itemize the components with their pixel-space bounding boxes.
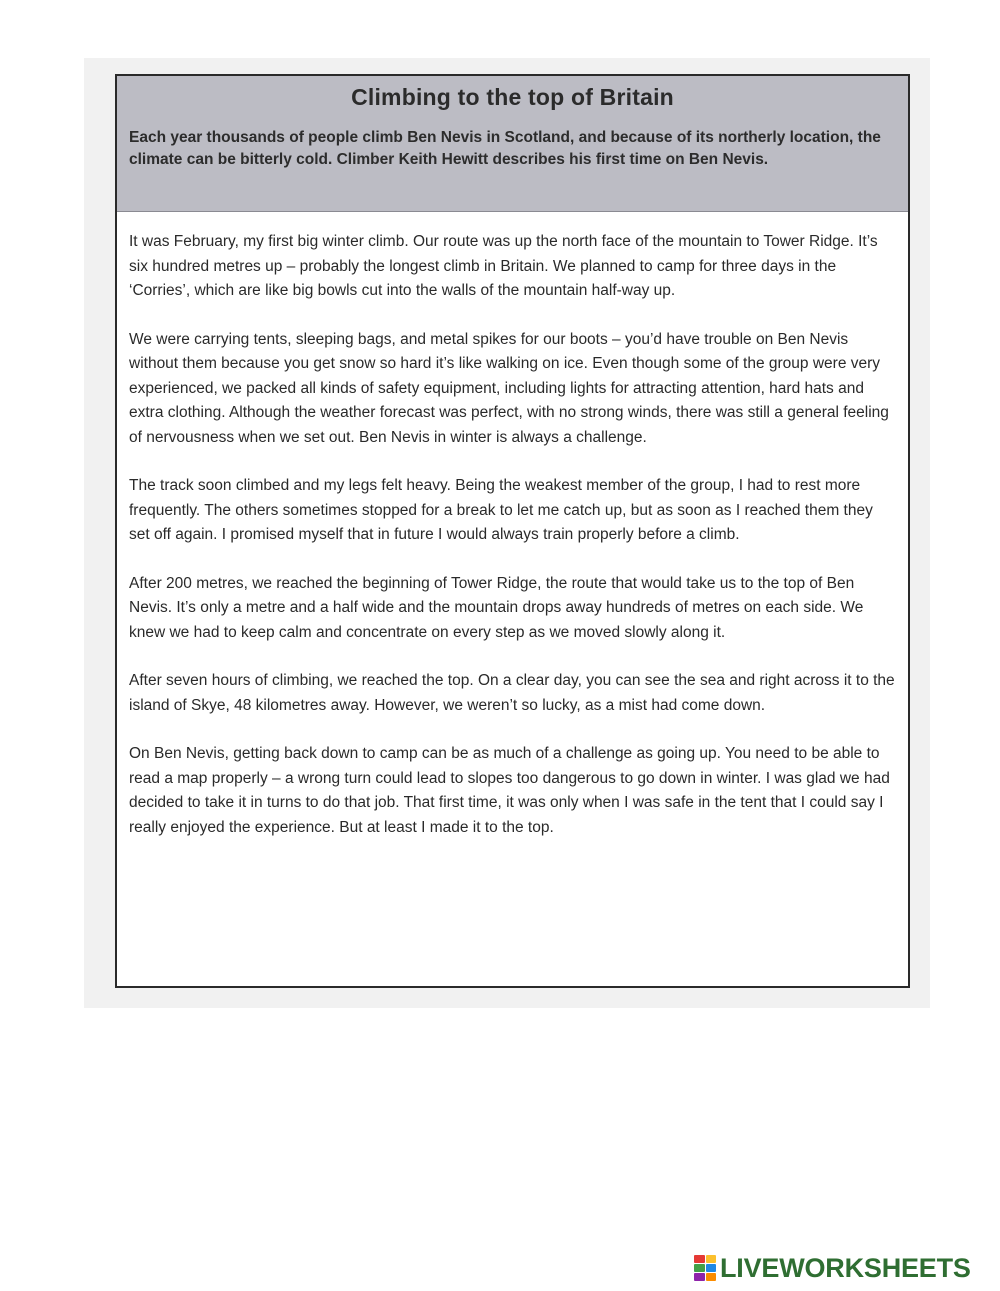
article-box bbox=[115, 74, 910, 988]
logo-block bbox=[706, 1264, 717, 1272]
liveworksheets-logo-icon bbox=[694, 1255, 716, 1281]
logo-block bbox=[706, 1273, 717, 1281]
paragraph-2: We were carrying tents, sleeping bags, and metal spikes for our boots – you’d have trouble on Ben Nevis without them because you get snow so hard it’s like walking on ice. Even though some of the group were very experienced, we packed all kinds of safety equipment, including lights for attracting attention, hard hats and extra clothing. Although the weather forecast was perfect, with no strong winds, there was still a general feeling of nervousness when we set out. Ben Nevis in winter is always a challenge. bbox=[129, 330, 889, 446]
paragraph-1: It was February, my first big winter climb. Our route was up the north face of the mountain to Tower Ridge. It’s six hundred metres up – probably the longest climb in Britain. We planned to camp for three days in the ‘Corries’, which are like big bowls cut into the walls of the mountain half-way up. bbox=[129, 233, 878, 299]
logo-block bbox=[694, 1273, 705, 1281]
logo-block bbox=[694, 1255, 705, 1263]
logo-text: LIVEWORKSHEETS bbox=[720, 1252, 971, 1283]
paragraph-5: After seven hours of climbing, we reached the top. On a clear day, you can see the sea and right across it to the island of Skye, 48 kilometres away. However, we weren’t so lucky, as a mist had come down. bbox=[129, 672, 895, 714]
paragraph-4: After 200 metres, we reached the beginning of Tower Ridge, the route that would take us to the top of Ben Nevis. It’s only a metre and a half wide and the mountain drops away hundreds of metres on each side. We knew we had to keep calm and concentrate on every step as we moved slowly along it. bbox=[129, 574, 864, 641]
article-title: Climbing to the top of Britain bbox=[351, 84, 674, 110]
article-body bbox=[117, 212, 908, 840]
article-intro: Each year thousands of people climb Ben Nevis in Scotland, and because of its northerly location, the climate can be bitterly cold. Climber Keith Hewitt describes his first time on Ben Nevis. bbox=[129, 129, 881, 168]
liveworksheets-logo[interactable] bbox=[694, 1252, 971, 1284]
article-header bbox=[117, 76, 908, 212]
paragraph-3: The track soon climbed and my legs felt heavy. Being the weakest member of the group, I had to rest more frequently. The others sometimes stopped for a break to let me catch up, but as soon as I reached them they set off again. I promised myself that in future I would always train properly before a climb. bbox=[129, 477, 873, 543]
paragraph-6: On Ben Nevis, getting back down to camp can be as much of a challenge as going up. You need to be able to read a map properly – a wrong turn could lead to slopes too dangerous to go down in winter. I was glad we had decided to take it in turns to do that job. That first time, it was only when I was safe in the tent that I could say I really enjoyed the experience. But at least I made it to the top. bbox=[129, 745, 890, 836]
logo-block bbox=[706, 1255, 717, 1263]
logo-block bbox=[694, 1264, 705, 1272]
